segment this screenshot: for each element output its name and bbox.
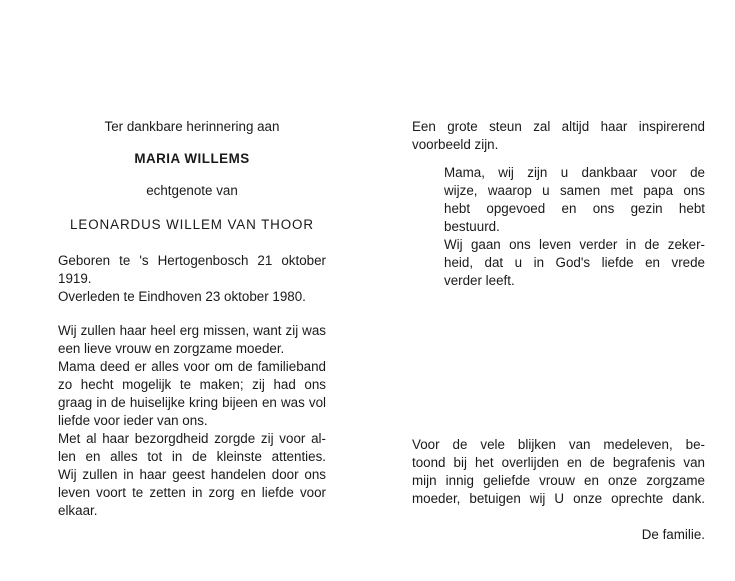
birth-info [58, 252, 326, 288]
text-line: liefde voor ieder van ons. [58, 413, 208, 428]
birth-line: Geboren te 's Hertogenbosch 21 oktober [58, 253, 326, 268]
memorial-heading: Ter dankbare herinnering aan [104, 119, 280, 134]
text-line: hebt opgevoed en ons gezin hebt [444, 201, 705, 216]
death-info: Overleden te Eindhoven 23 oktober 1980. [58, 289, 306, 304]
signature: De familie. [641, 527, 705, 542]
text-line: elkaar. [58, 503, 98, 518]
text-line: heid, dat u in God's liefde en vrede [444, 255, 705, 270]
thanks-text [412, 436, 705, 508]
text-line: voorbeeld zijn. [412, 137, 499, 152]
text-line: Wij zullen haar heel erg missen, want zij was [58, 323, 326, 338]
text-line: verder leeft. [444, 273, 515, 288]
text-line: moeder, betuigen wij U onze oprechte dank. [412, 491, 705, 506]
text-line: toond bij het overlijden en de begrafenis van [412, 455, 705, 470]
tribute-text [58, 322, 326, 520]
text-line: Wij gaan ons leven verder in de zeker- [444, 237, 705, 252]
spouse-label: echtgenote van [146, 183, 238, 198]
text-line: zo hecht mogelijk te maken; zij had ons [58, 377, 326, 392]
text-line: Wij zullen in haar geest handelen door ons [58, 467, 326, 482]
text-line: Mama deed er alles voor om de familieband [58, 359, 326, 374]
birth-line: 1919. [58, 271, 92, 286]
text-line: leven voort te zetten in zorg en liefde voor [58, 485, 326, 500]
intro-text [412, 118, 705, 154]
text-line: een lieve vrouw en zorgzame moeder. [58, 341, 285, 356]
text-line: wijze, waarop u samen met papa ons [444, 183, 705, 198]
text-line: bestuurd. [444, 219, 500, 234]
text-line: Mama, wij zijn u dankbaar voor de [444, 165, 705, 180]
deceased-name: MARIA WILLEMS [134, 151, 250, 166]
tribute-quote [444, 164, 705, 290]
text-line: Met al haar bezorgdheid zorgde zij voor al- [58, 431, 326, 446]
text-line: graag in de huiselijke kring bijeen en was vol [58, 395, 326, 410]
text-line: len en alles tot in de kleinste attenties. [58, 449, 326, 464]
spouse-name: LEONARDUS WILLEM VAN THOOR [70, 217, 314, 232]
text-line: mijn innig geliefde vrouw en onze zorgzame [412, 473, 705, 488]
text-line: Een grote steun zal altijd haar inspirerend [412, 119, 705, 134]
text-line: Voor de vele blijken van medeleven, be- [412, 437, 705, 452]
